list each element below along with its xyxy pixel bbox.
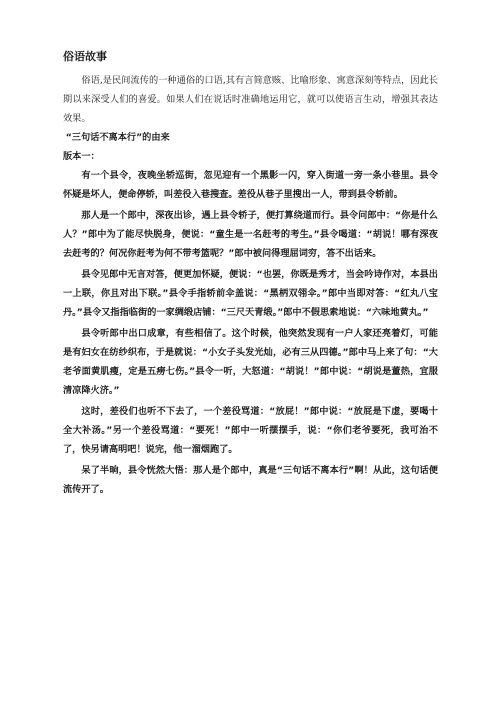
- story-paragraph: 县令听郎中出口成章，有些相信了。这个时候，他突然发现有一户人家还亮着灯，可能是有妇女在纺纱织布，于是就说：“小女子头发光灿，必有三从四德。”郎中马上来了句：“大老爷面黄肌瘦，定是五痨七伤。”县令一听，大怒道：“胡说！”郎中说：“胡说是董热，宜服清凉降火济。”: [63, 328, 438, 396]
- story-paragraph: 呆了半晌，县令恍然大悟：那人是个郎中，真是“三句话不离本行”啊！从此，这句话便流传开了。: [63, 465, 438, 495]
- story-paragraph: 有一个县令，夜晚坐轿巡街，忽见迎有一个黑影一闪，穿入街道一旁一条小巷里。县令怀疑是坏人，便命停轿，叫差役入巷搜查。差役从巷子里搜出一人，带到县令轿前。: [63, 170, 438, 200]
- story-paragraph: 这时，差役们也听不下去了，一个差役骂道：“放屁！”郎中说：“放屁是下虚，要喝十全大补汤。”另一个差役骂道：“要死！”郎中一听摆摆手，说：“你们老爷要死，我可治不了，快另请高明吧！说完，他一溜烟跑了。: [63, 406, 438, 455]
- version-label: 版本一：: [63, 151, 100, 162]
- section-heading: “三句话不离本行”的由来: [65, 132, 170, 143]
- story-paragraph: 那人是一个郎中，深夜出诊，遇上县令轿子，便打算绕道而行。县令问郎中：“你是什么人？”郎中为了能尽快脱身，便说：“童生是一名赶考的考生。”县令喝道：“胡说！哪有深夜去赶考的？何况你赶考为何不带考篮呢？”郎中被问得理屈词穷，答不出话来。: [63, 210, 438, 259]
- story-paragraph: 县令见郎中无言对答，便更加怀疑，便说：“也罢，你既是秀才，当会吟诗作对，本县出一上联，你且对出下联。”县令手指轿前伞盖说：“黑柄双翎伞。”郎中当即对答：“红丸八宝丹。”县令又指指临街的一家绸缎店铺：“三尺天青缎。”郎中不假思索地说：“六味地黄丸。”: [63, 269, 438, 318]
- document-page: [63, 50, 438, 501]
- document-title: 俗语故事: [63, 50, 107, 63]
- intro-paragraph: 俗语,是民间流传的一种通俗的口语,其有言简意赅、比喻形象、寓意深刻等特点，因此长期以来深受人们的喜爱。如果人们在说话时准确地运用它，就可以使语言生动，增强其表达效果。: [63, 75, 438, 124]
